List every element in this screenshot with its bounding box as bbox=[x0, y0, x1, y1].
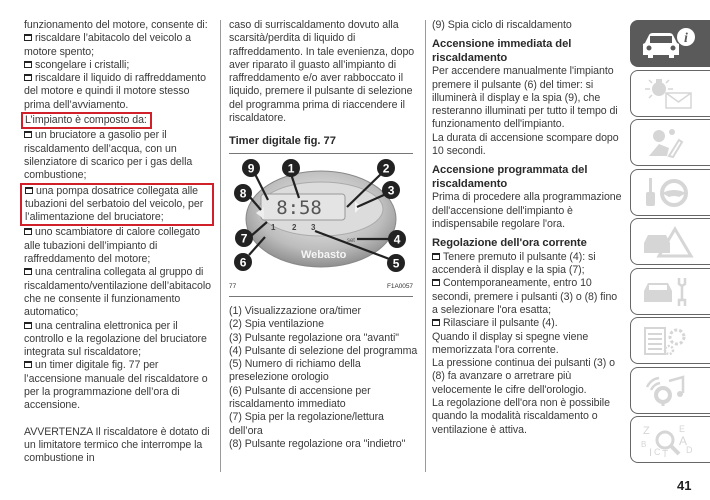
svg-text:E: E bbox=[679, 423, 686, 434]
column-1 bbox=[24, 19, 214, 466]
figure-code: F1A0057 bbox=[386, 282, 413, 290]
car-info-icon bbox=[639, 27, 699, 61]
svg-text:3: 3 bbox=[311, 222, 316, 232]
multimedia-music-icon bbox=[639, 373, 699, 407]
svg-text:5: 5 bbox=[392, 256, 400, 271]
svg-text:Z: Z bbox=[643, 424, 650, 437]
webasto-timer-illustration bbox=[229, 156, 413, 280]
alphabetical-index-search-icon bbox=[639, 423, 699, 457]
legend-item: (6) Pulsante di accensione per riscaldamento immediato bbox=[229, 384, 371, 411]
tab-safety[interactable] bbox=[630, 119, 710, 166]
svg-text:I: I bbox=[649, 446, 653, 457]
column-2 bbox=[229, 19, 419, 451]
svg-text:i: i bbox=[684, 30, 688, 46]
section-heading: Regolazione dell'ora corrente bbox=[432, 237, 587, 250]
svg-text:D: D bbox=[686, 444, 693, 455]
tab-vehicle-knowledge[interactable] bbox=[630, 20, 710, 67]
warning-continued-text: caso di surriscaldamento dovuto alla scarsità/perdita di liquido di raffreddamento. In tale evenienza, dopo aver riparato il guasto all’impianto di raffreddamento e/o aver rabboccato il liquido, premere il pulsante di selezione del programma prima di riaccendere il riscaldatore. bbox=[229, 19, 415, 125]
timer-figure bbox=[229, 156, 413, 280]
bullet-square-icon bbox=[24, 322, 32, 329]
paragraph: La durata di accensione scompare dopo 10 secondi. bbox=[432, 131, 619, 158]
svg-text:A: A bbox=[679, 433, 688, 448]
figure-caption bbox=[229, 280, 413, 297]
chapter-tabs bbox=[630, 20, 710, 466]
svg-text:8: 8 bbox=[239, 186, 247, 201]
step-item: Rilasciare il pulsante (4). bbox=[432, 317, 622, 330]
intro-text: funzionamento del motore, consente di: bbox=[24, 19, 208, 31]
svg-text:C: C bbox=[654, 446, 661, 457]
section-heading: Accensione immediata del riscaldamento bbox=[432, 38, 572, 64]
airbag-seat-icon bbox=[639, 126, 699, 160]
step-item: Tenere premuto il pulsante (4): si accenderà il display e la spia (7); bbox=[432, 250, 596, 277]
svg-text:1: 1 bbox=[287, 161, 295, 176]
step-item: Contemporaneamente, entro 10 secondi, premere i pulsanti (3) o (8) fino a selezionare l'ora esatta; bbox=[432, 277, 618, 316]
bullet-square-icon bbox=[24, 268, 32, 275]
list-item: riscaldare il liquido di raffreddamento del motore e quindi il motore stesso prima dell’avviamento. bbox=[24, 72, 206, 111]
bullet-square-icon bbox=[432, 279, 440, 286]
svg-text:8:58: 8:58 bbox=[276, 196, 322, 219]
page-number: 41 bbox=[677, 478, 692, 493]
list-item: uno scambiatore di calore collegato alle tubazioni dell’impianto di raffreddamento del motore; bbox=[24, 226, 200, 266]
paragraph: Per accendere manualmente l'impianto premere il pulsante (6) del timer: si illuminerà il display e la spia (9), che resteranno illuminati per tutto il tempo di funzionamento dell'impianto. bbox=[432, 65, 618, 131]
specs-gear-icon bbox=[639, 324, 699, 358]
key-steering-wheel-icon bbox=[639, 175, 699, 209]
tab-technical-data[interactable] bbox=[630, 317, 710, 364]
tab-starting-driving[interactable] bbox=[630, 169, 710, 216]
bullet-square-icon bbox=[432, 253, 440, 260]
tab-multimedia[interactable] bbox=[630, 367, 710, 414]
bullet-square-icon bbox=[24, 34, 32, 41]
svg-text:T: T bbox=[662, 448, 669, 457]
legend-item: (2) Spia ventilazione bbox=[229, 318, 324, 331]
svg-text:4: 4 bbox=[393, 232, 401, 247]
svg-text:2: 2 bbox=[382, 161, 390, 176]
bullet-square-icon bbox=[24, 228, 32, 235]
warning-light-message-icon bbox=[639, 76, 699, 110]
figure-number: 77 bbox=[229, 282, 237, 290]
bullet-square-icon bbox=[25, 187, 33, 194]
column-divider bbox=[220, 20, 221, 472]
svg-text:9: 9 bbox=[247, 161, 255, 176]
warning-text: AVVERTENZA Il riscaldatore è dotato di un limitatore termico che interrompe la combustione in bbox=[24, 425, 210, 465]
list-item: scongelare i cristalli; bbox=[24, 59, 214, 72]
legend-item: (4) Pulsante di selezione del programma bbox=[229, 344, 418, 357]
legend-item: (8) Pulsante regolazione ora "indietro" bbox=[229, 437, 406, 450]
legend-item: (3) Pulsante regolazione ora "avanti" bbox=[229, 331, 399, 344]
paragraph: Prima di procedere alla programmazione dell'accensione dell'impianto è indispensabile regolare l'ora. bbox=[432, 191, 622, 230]
paragraph: La pressione continua dei pulsanti (3) o (8) fa avanzare o arretrare più velocemente le cifre dell'orologio. bbox=[432, 357, 615, 396]
legend-item: (5) Numero di richiamo della preselezione orologio bbox=[229, 358, 361, 384]
car-maintenance-wrench-icon bbox=[639, 274, 699, 308]
list-item: una centralina collegata al gruppo di riscaldamento/ventilazione dell’abitacolo che ne consente il funzionamento automatico; bbox=[24, 266, 211, 319]
highlighted-label: L’impianto è composto da: bbox=[21, 112, 152, 129]
svg-text:3: 3 bbox=[387, 183, 395, 198]
column-divider bbox=[425, 20, 426, 472]
svg-text:7: 7 bbox=[240, 231, 248, 246]
tab-emergency[interactable] bbox=[630, 218, 710, 265]
legend-item: (1) Visualizzazione ora/timer bbox=[229, 304, 362, 317]
svg-text:B: B bbox=[641, 439, 647, 449]
car-breakdown-triangle-icon bbox=[639, 225, 699, 259]
list-item: un bruciatore a gasolio per il riscaldamento dell’acqua, con un silenziatore di scarico per i gas della combustione; bbox=[24, 129, 193, 182]
paragraph: Quando il display si spegne viene memorizzata l'ora corrente. bbox=[432, 330, 589, 356]
paragraph: La regolazione dell'ora non è possibile quando la modalità riscaldamento o ventilazione è attiva. bbox=[432, 397, 610, 436]
bullet-square-icon bbox=[24, 361, 32, 368]
section-heading: Accensione programmata del riscaldamento bbox=[432, 164, 588, 190]
legend-item: (9) Spia ciclo di riscaldamento bbox=[432, 19, 572, 31]
svg-text:6: 6 bbox=[239, 255, 247, 270]
legend-item: (7) Spia per la regolazione/lettura dell’ora bbox=[229, 411, 384, 437]
svg-text:2: 2 bbox=[292, 222, 297, 232]
svg-text:Webasto: Webasto bbox=[301, 248, 347, 261]
svg-text:set: set bbox=[347, 237, 355, 244]
tab-index[interactable] bbox=[630, 416, 710, 463]
tab-maintenance[interactable] bbox=[630, 268, 710, 315]
figure-title: Timer digitale fig. 77 bbox=[229, 135, 413, 153]
highlighted-list-item: una pompa dosatrice collegata alle tubazioni del serbatoio del veicolo, per l’alimentazione del bruciatore; bbox=[20, 183, 214, 227]
svg-text:1: 1 bbox=[271, 222, 276, 232]
list-item: riscaldare l’abitacolo del veicolo a motore spento; bbox=[24, 32, 192, 58]
bullet-square-icon bbox=[24, 131, 32, 138]
bullet-square-icon bbox=[24, 61, 32, 68]
list-item: una centralina elettronica per il controllo e la regolazione del bruciatore integrata sul riscaldatore; bbox=[24, 319, 207, 359]
tab-warning-lights[interactable] bbox=[630, 70, 710, 117]
list-item: un timer digitale fig. 77 per l’accensione manuale del riscaldatore o per la programmazione dell’ora di accensione. bbox=[24, 359, 208, 412]
bullet-square-icon bbox=[432, 319, 440, 326]
bullet-square-icon bbox=[24, 74, 32, 81]
column-3 bbox=[432, 19, 622, 437]
